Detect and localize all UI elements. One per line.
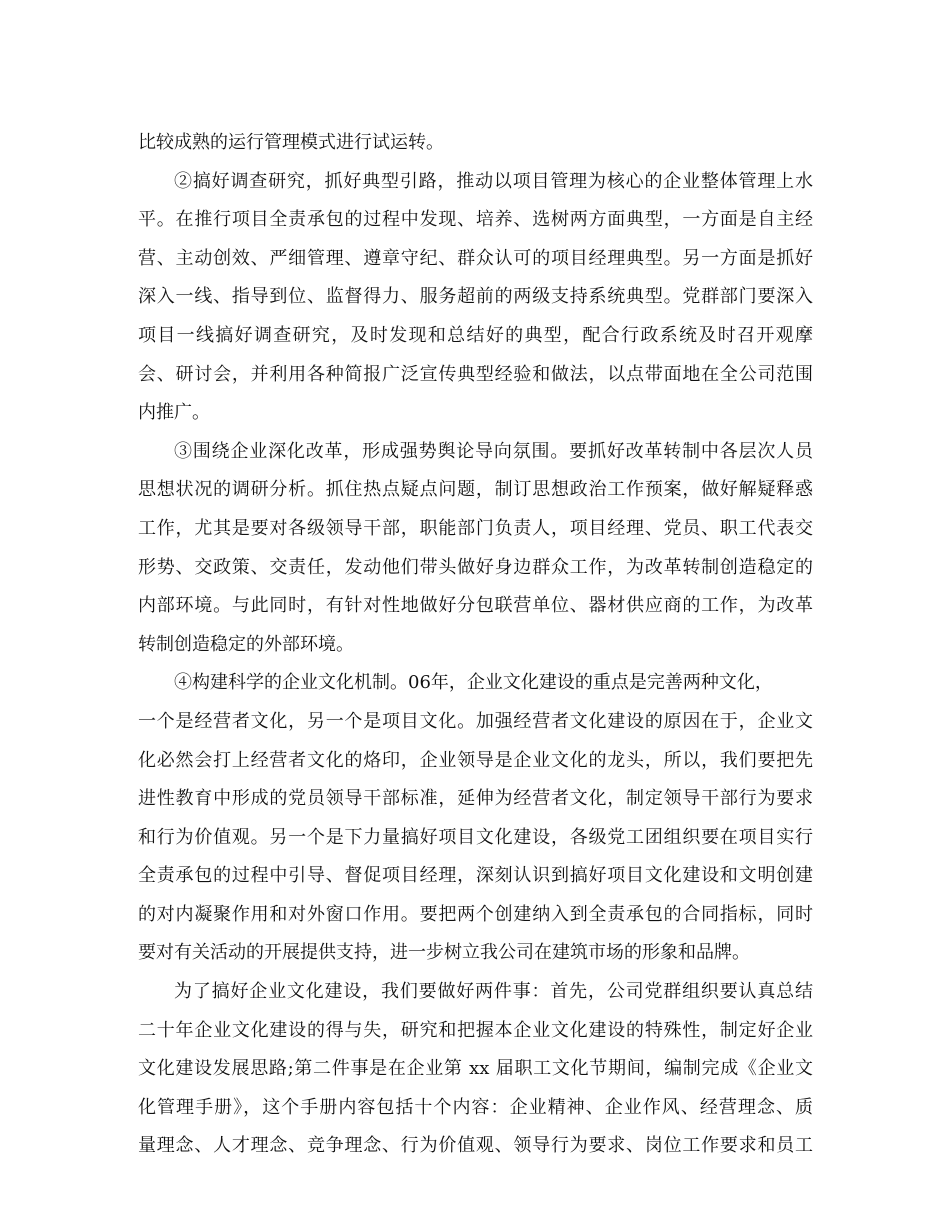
text-line: 化管理手册》，这个手册内容包括十个内容：企业精神、企业作风、经营理念、质 — [138, 1096, 813, 1118]
text-line: 工作，尤其是要对各级领导干部，职能部门负责人，项目经理、党员、职工代表交 — [138, 517, 813, 539]
text-line: 要对有关活动的开展提供支持，进一步树立我公司在建筑市场的形象和品牌。 — [138, 942, 750, 964]
text-line: 内部环境。与此同时，有针对性地做好分包联营单位、器材供应商的工作，为改革 — [138, 595, 813, 617]
text-line: 文化建设发展思路;第二件事是在企业第 xx 届职工文化节期间，编制完成《企业文 — [138, 1058, 813, 1080]
text-line: 比较成熟的运行管理模式进行试运转。 — [138, 132, 444, 153]
text-line: 全责承包的过程中引导、督促项目经理，深刻认识到搞好项目文化建设和文明创建 — [138, 865, 813, 887]
text-line: 思想状况的调研分析。抓住热点疑点问题，制订思想政治工作预案，做好解疑释惑 — [138, 479, 813, 501]
text-line: 为了搞好企业文化建设，我们要做好两件事：首先，公司党群组织要认真总结 — [174, 981, 813, 1003]
text-line: 二十年企业文化建设的得与失，研究和把握本企业文化建设的特殊性，制定好企业 — [138, 1019, 813, 1041]
text-line: 项目一线搞好调查研究，及时发现和总结好的典型，配合行政系统及时召开观摩 — [138, 324, 813, 346]
text-line: 内推广。 — [138, 402, 210, 424]
text-line: 和行为价值观。另一个是下力量搞好项目文化建设，各级党工团组织要在项目实行 — [138, 826, 813, 848]
text-line: 深入一线、指导到位、监督得力、服务超前的两级支持系统典型。党群部门要深入 — [138, 286, 813, 308]
text-line: ③围绕企业深化改革，形成强势舆论导向氛围。要抓好改革转制中各层次人员 — [174, 440, 813, 462]
text-line: 形势、交政策、交责任，发动他们带头做好身边群众工作，为改革转制创造稳定的 — [138, 556, 813, 578]
text-line: ④构建科学的企业文化机制。06年，企业文化建设的重点是完善两种文化， — [174, 672, 773, 694]
text-line: ②搞好调查研究，抓好典型引路，推动以项目管理为核心的企业整体管理上水 — [174, 170, 813, 192]
text-line: 一个是经营者文化，另一个是项目文化。加强经营者文化建设的原因在于，企业文 — [138, 710, 813, 732]
text-line: 平。在推行项目全责承包的过程中发现、培养、选树两方面典型，一方面是自主经 — [138, 209, 813, 231]
text-line: 会、研讨会，并利用各种简报广泛宣传典型经验和做法，以点带面地在全公司范围 — [138, 363, 813, 385]
text-line: 化必然会打上经营者文化的烙印，企业领导是企业文化的龙头，所以，我们要把先 — [138, 749, 813, 771]
body-text — [138, 124, 813, 1166]
text-line: 量理念、人才理念、竞争理念、行为价值观、领导行为要求、岗位工作要求和员工 — [138, 1135, 813, 1157]
text-line: 进性教育中形成的党员领导干部标准，延伸为经营者文化，制定领导干部行为要求 — [138, 788, 813, 810]
text-line: 转制创造稳定的外部环境。 — [138, 633, 354, 655]
text-line: 的对内凝聚作用和对外窗口作用。要把两个创建纳入到全责承包的合同指标，同时 — [138, 903, 813, 925]
text-line: 营、主动创效、严细管理、遵章守纪、群众认可的项目经理典型。另一方面是抓好 — [138, 247, 813, 269]
